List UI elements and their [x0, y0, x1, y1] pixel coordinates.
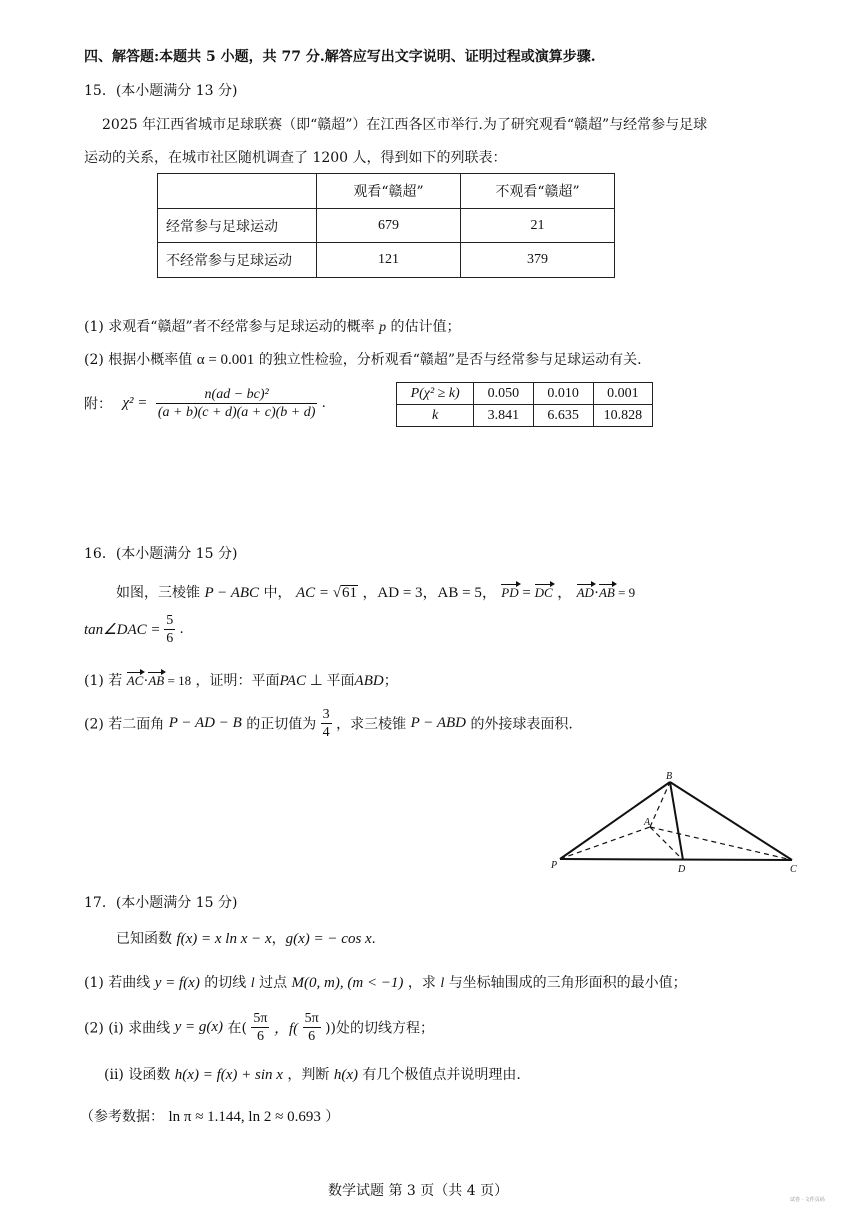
table-cell: 121 [317, 243, 461, 278]
edge-pb [560, 782, 670, 859]
chi-square-formula: 附： χ² = $\frac{\text{n(ad − bc)²}}{(a + b)(c + d)(a + c)(b + d)}$ . [84, 387, 326, 420]
page-footer: 数学试题 第 3 页（共 4 页） [328, 1183, 509, 1199]
q15-header: 15．(本小题满分 13 分) [84, 83, 238, 99]
table-col-header: 观看“赣超” [317, 174, 461, 209]
q17-part2i: (2) (i) 求曲线 y = g(x) 在( $\frac{5\pi}{6}$ ，f( $\frac{5\pi}{6}$ ))处的切线方程； [84, 1011, 435, 1044]
corner-mark: 试卷 · 文件页码 [790, 1197, 825, 1203]
q15-part1: (1) 求观看“赣超”者不经常参与足球运动的概率 p 的估计值； [84, 319, 461, 335]
edge-bc [670, 782, 792, 860]
critical-value-table [396, 382, 653, 427]
table-cell: 0.010 [533, 383, 593, 405]
q16-tan-line: tan∠DAC = $\frac{5}{6}$ . [84, 613, 184, 646]
section-heading: 四、解答题:本题共 5 小题，共 77 分.解答应写出文字说明、证明过程或演算步骤. [84, 49, 596, 65]
table-cell: 379 [461, 243, 615, 278]
vertex-label-b: B [666, 771, 673, 782]
q15-intro-line2: 运动的关系，在城市社区随机调查了 1200 人，得到如下的列联表： [84, 150, 507, 166]
q17-part1: (1) 若曲线 y = f(x) 的切线 l 过点 M(0, m), (m < −1) ，求 l 与坐标轴围成的三角形面积的最小值； [84, 975, 687, 991]
table-row-label: 经常参与足球运动 [158, 209, 317, 243]
q16-given-line: 如图，三棱锥 P − ABC 中， AC = √61 ，AD = 3，AB = 5， PD = DC ， AD·AB = 9 [116, 585, 636, 601]
q17-part2ii: (ii) 设函数 h(x) = f(x) + sin x ，判断 h(x) 有几个极值点并说明理由. [104, 1067, 521, 1083]
table-row [397, 405, 653, 427]
table-cell: 6.635 [533, 405, 593, 427]
q17-given: 已知函数 f(x) = x ln x − x，g(x) = − cos x. [116, 931, 376, 947]
table-cell: 21 [461, 209, 615, 243]
q15-part2: (2) 根据小概率值 α = 0.001 的独立性检验，分析观看“赣超”是否与经常参与足球运动有关. [84, 352, 642, 368]
table-cell: 10.828 [593, 405, 652, 427]
edge-pa [560, 827, 650, 859]
table-cell: 0.001 [593, 383, 652, 405]
edge-ac [650, 827, 792, 860]
table-row [158, 209, 615, 243]
table-row-label: k [397, 405, 474, 427]
table-cell: 679 [317, 209, 461, 243]
table-row-label: 不经常参与足球运动 [158, 243, 317, 278]
vertex-label-a: A [644, 817, 651, 828]
q16-part1: (1) 若 AC·AB = 18 ，证明：平面PAC ⊥ 平面ABD； [84, 673, 398, 689]
table-corner-cell [158, 174, 317, 209]
q17-header: 17．(本小题满分 15 分) [84, 895, 238, 911]
contingency-table [157, 173, 615, 278]
table-cell: 3.841 [474, 405, 533, 427]
q16-header: 16．(本小题满分 15 分) [84, 546, 238, 562]
table-row [158, 243, 615, 278]
q17-reference-data: （参考数据： ln π ≈ 1.144, ln 2 ≈ 0.693 ） [80, 1109, 340, 1125]
vertex-label-p: P [551, 860, 558, 871]
table-cell: 0.050 [474, 383, 533, 405]
vertex-label-c: C [790, 864, 797, 875]
table-row [397, 383, 653, 405]
pyramid-figure [548, 770, 808, 876]
edge-pc [560, 859, 792, 860]
q15-intro-line1: 2025 年江西省城市足球联赛（即“赣超”）在江西各区市举行.为了研究观看“赣超”与经常参与足球 [102, 117, 708, 133]
q16-part2: (2) 若二面角 P − AD − B 的正切值为 $\frac{3}{4}$ ，求三棱锥 P − ABD 的外接球表面积. [84, 707, 573, 740]
vertex-label-d: D [678, 864, 686, 875]
table-row-label: P(χ² ≥ k) [397, 383, 474, 405]
table-col-header: 不观看“赣超” [461, 174, 615, 209]
